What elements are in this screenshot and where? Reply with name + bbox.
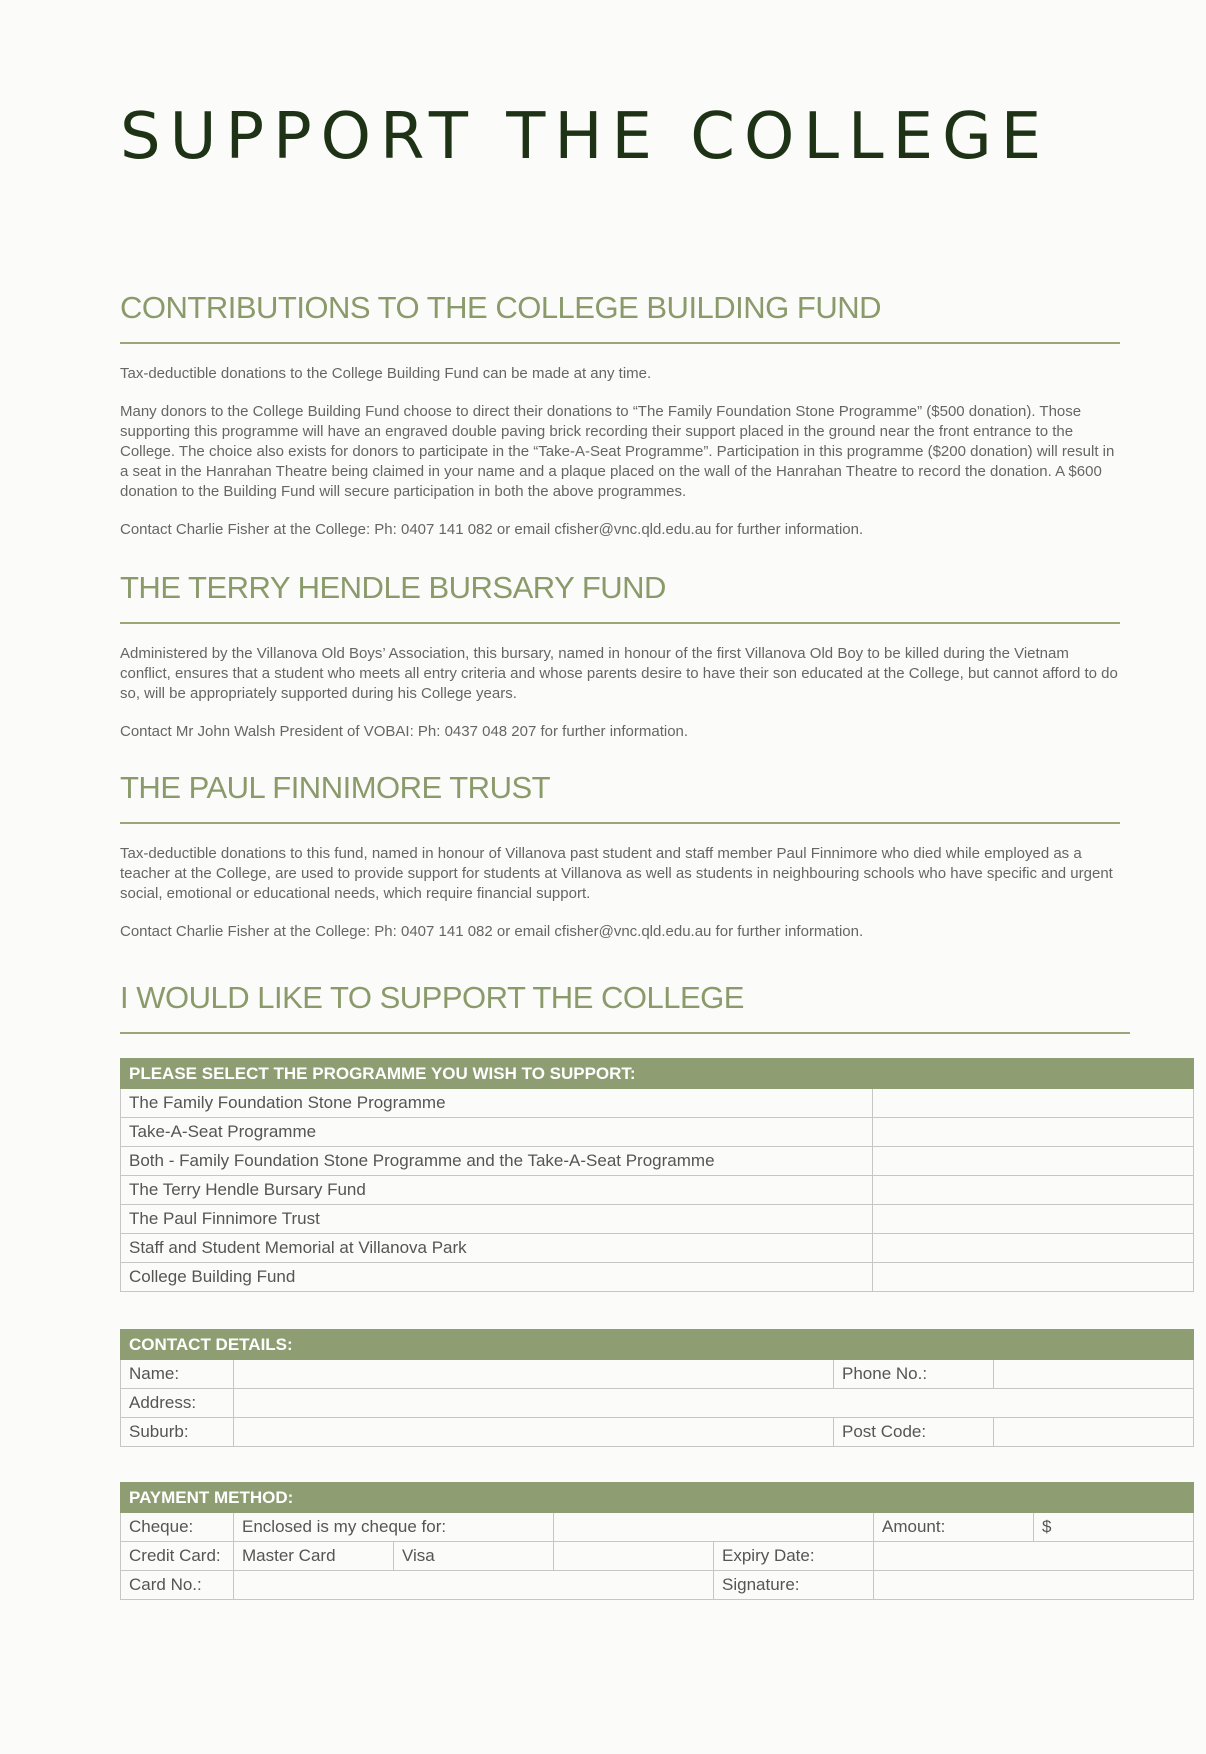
table-row bbox=[121, 1089, 1194, 1118]
table-row bbox=[121, 1571, 1194, 1600]
support-section bbox=[120, 980, 1130, 1034]
table-row bbox=[121, 1205, 1194, 1234]
programme-select-cell[interactable] bbox=[873, 1147, 1194, 1176]
programme-select-cell[interactable] bbox=[873, 1089, 1194, 1118]
building-fund-contact: Contact Charlie Fisher at the College: Ph: 0407 141 082 or email cfisher@vnc.qld.edu.au for further information. bbox=[120, 521, 864, 538]
mastercard-option[interactable]: Master Card bbox=[234, 1542, 394, 1571]
programme-select-cell[interactable] bbox=[873, 1234, 1194, 1263]
contact-table bbox=[120, 1329, 1194, 1447]
contact-table-header: CONTACT DETAILS: bbox=[121, 1330, 1194, 1360]
building-fund-intro: Tax-deductible donations to the College Building Fund can be made at any time. bbox=[120, 365, 652, 382]
visa-option[interactable]: Visa bbox=[394, 1542, 554, 1571]
table-row bbox=[121, 1263, 1194, 1292]
suburb-field[interactable] bbox=[234, 1418, 834, 1447]
bursary-heading: THE TERRY HENDLE BURSARY FUND bbox=[120, 570, 1120, 624]
payment-table-header: PAYMENT METHOD: bbox=[121, 1483, 1194, 1513]
card-number-label: Card No.: bbox=[121, 1571, 234, 1600]
trust-heading: THE PAUL FINNIMORE TRUST bbox=[120, 770, 1120, 824]
programme-select-cell[interactable] bbox=[873, 1176, 1194, 1205]
payment-table bbox=[120, 1482, 1194, 1600]
programme-label: The Terry Hendle Bursary Fund bbox=[121, 1176, 873, 1205]
phone-field[interactable] bbox=[994, 1360, 1194, 1389]
programme-table-header: PLEASE SELECT THE PROGRAMME YOU WISH TO SUPPORT: bbox=[121, 1059, 1194, 1089]
table-row bbox=[121, 1513, 1194, 1542]
bursary-description: Administered by the Villanova Old Boys’ Association, this bursary, named in honour of the first Villanova Old Boy to be killed during the Vietnam conflict, ensures that a student who meets all entry criteria and whose parents desire to have their son educated at the College, but cannot afford to do so, will be appropriately supported during his College years. bbox=[120, 645, 1118, 702]
programme-label: The Paul Finnimore Trust bbox=[121, 1205, 873, 1234]
programme-select-cell[interactable] bbox=[873, 1263, 1194, 1292]
address-label: Address: bbox=[121, 1389, 234, 1418]
programme-select-cell[interactable] bbox=[873, 1118, 1194, 1147]
programme-select-cell[interactable] bbox=[873, 1205, 1194, 1234]
amount-field[interactable]: $ bbox=[1034, 1513, 1194, 1542]
postcode-label: Post Code: bbox=[834, 1418, 994, 1447]
table-row bbox=[121, 1176, 1194, 1205]
cheque-label: Cheque: bbox=[121, 1513, 234, 1542]
building-fund-description: Many donors to the College Building Fund choose to direct their donations to “The Family Foundation Stone Programme” ($500 donation). Those supporting this programme will have an engraved double paving brick recording their support placed in the ground near the front entrance to the College. The choice also exists for donors to participate in the “Take-A-Seat Programme”. Participation in this programme ($200 donation) will result in a seat in the Hanrahan Theatre being claimed in your name and a plaque placed on the wall of the Hanrahan Theatre to record the donation. A $600 donation to the Building Fund will secure participation in both the above programmes. bbox=[120, 403, 1115, 500]
table-row bbox=[121, 1147, 1194, 1176]
amount-label: Amount: bbox=[874, 1513, 1034, 1542]
table-row bbox=[121, 1360, 1194, 1389]
trust-section bbox=[120, 770, 1120, 942]
programme-label: College Building Fund bbox=[121, 1263, 873, 1292]
building-fund-section bbox=[120, 290, 1120, 540]
trust-contact: Contact Charlie Fisher at the College: Ph: 0407 141 082 or email cfisher@vnc.qld.edu.au for further information. bbox=[120, 923, 864, 940]
signature-field[interactable] bbox=[874, 1571, 1194, 1600]
support-heading: I WOULD LIKE TO SUPPORT THE COLLEGE bbox=[120, 980, 1130, 1034]
expiry-field[interactable] bbox=[874, 1542, 1194, 1571]
bursary-contact: Contact Mr John Walsh President of VOBAI: Ph: 0437 048 207 for further information. bbox=[120, 723, 689, 740]
page-title: SUPPORT THE COLLEGE bbox=[120, 100, 1051, 174]
name-label: Name: bbox=[121, 1360, 234, 1389]
programme-label: Staff and Student Memorial at Villanova Park bbox=[121, 1234, 873, 1263]
address-field[interactable] bbox=[234, 1389, 1194, 1418]
bursary-section bbox=[120, 570, 1120, 742]
programme-label: Both - Family Foundation Stone Programme and the Take-A-Seat Programme bbox=[121, 1147, 873, 1176]
table-row bbox=[121, 1234, 1194, 1263]
programme-label: Take-A-Seat Programme bbox=[121, 1118, 873, 1147]
signature-label: Signature: bbox=[714, 1571, 874, 1600]
suburb-label: Suburb: bbox=[121, 1418, 234, 1447]
building-fund-heading: CONTRIBUTIONS TO THE COLLEGE BUILDING FUND bbox=[120, 290, 1120, 344]
programme-table bbox=[120, 1058, 1194, 1292]
expiry-label: Expiry Date: bbox=[714, 1542, 874, 1571]
name-field[interactable] bbox=[234, 1360, 834, 1389]
cheque-text: Enclosed is my cheque for: bbox=[234, 1513, 554, 1542]
table-row bbox=[121, 1389, 1194, 1418]
table-row bbox=[121, 1542, 1194, 1571]
card-number-field[interactable] bbox=[234, 1571, 714, 1600]
cheque-details-field[interactable] bbox=[554, 1513, 874, 1542]
trust-description: Tax-deductible donations to this fund, named in honour of Villanova past student and staff member Paul Finnimore who died while employed as a teacher at the College, are used to provide support for students at Villanova as well as students in neighbouring schools who have specific and urgent social, emotional or educational needs, which require financial support. bbox=[120, 845, 1113, 902]
phone-label: Phone No.: bbox=[834, 1360, 994, 1389]
table-row bbox=[121, 1118, 1194, 1147]
card-type-field[interactable] bbox=[554, 1542, 714, 1571]
programme-label: The Family Foundation Stone Programme bbox=[121, 1089, 873, 1118]
table-row bbox=[121, 1418, 1194, 1447]
credit-card-label: Credit Card: bbox=[121, 1542, 234, 1571]
postcode-field[interactable] bbox=[994, 1418, 1194, 1447]
